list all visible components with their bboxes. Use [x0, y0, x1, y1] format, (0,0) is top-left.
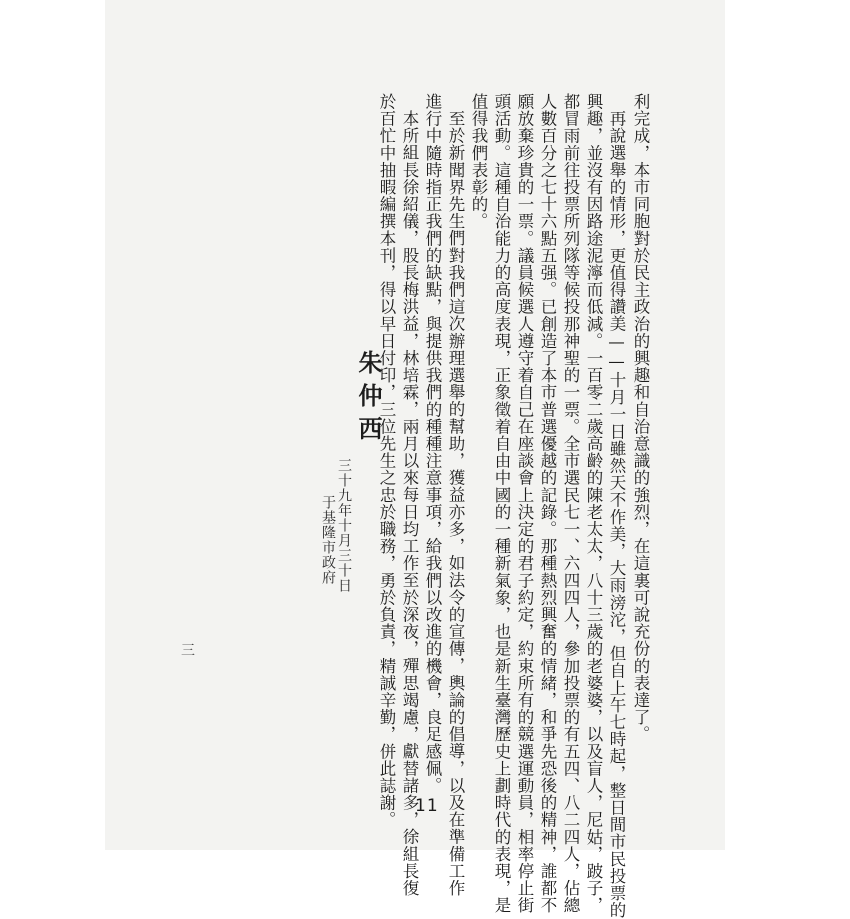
page-number: 11 [415, 796, 439, 816]
text-column-10: 進行中隨時指正我們的缺點，與提供我們的種種注意事項，給我們以改進的機會，良足感佩。 [423, 93, 442, 795]
text-column-5: 人數百分之七十六點五强。已創造了本市普選優越的記錄。那種熱烈興奮的情緒，和爭先恐後的精神，誰都不 [538, 93, 557, 914]
text-column-4: 都冒雨前往投票所列隊等候投那神聖的一票。全市選民七一、六四四人，參加投票的有五四、八二四人，佔總 [561, 93, 580, 914]
signature-name: 朱仲西 [354, 350, 383, 449]
text-column-7: 頭活動。這種自治能力的高度表現，正象徵着自由中國的一種新氣象，也是新生臺灣歷史上劃時代的表現，是 [492, 93, 511, 914]
text-column-1: 利完成，本市同胞對於民主政治的興趣和自治意識的強烈，在這裏可說充份的表達了。 [631, 93, 650, 743]
text-column-3: 興趣，並沒有因路途泥濘而低減。一百零二歲高齡的陳老太太，八十三歲的老婆婆，以及盲人，尼姑，跛子， [584, 93, 603, 914]
text-column-12: 於百忙中抽暇編撰本刊，得以早日付印，三位先生之忠於職務，勇於負責，精誠辛勤，併此誌謝。 [377, 93, 396, 829]
signature-date: 三十九年十月三十日 [336, 458, 352, 593]
scan-background-right [725, 0, 850, 850]
scan-background-left [0, 0, 105, 850]
signature-place: 于基隆市政府 [320, 495, 336, 585]
text-column-11: 本所組長徐紹儀，股長梅洪益，林培霖，兩月以來每日均工作至於深夜，殫思竭慮，獻替諸多，徐組長復 [400, 110, 419, 897]
margin-mark: 三 [181, 643, 195, 659]
text-column-8: 值得我們表彰的。 [469, 93, 488, 230]
text-column-9: 至於新聞界先生們對我們這次辦理選舉的幫助，獲益亦多，如法令的宣傳，輿論的倡導，以及在準備工作 [446, 110, 465, 897]
text-column-6: 願放棄珍貴的一票。議員候選人遵守着自己在座談會上決定的君子約定，約束所有的競選運動員，相率停止街 [515, 93, 534, 914]
text-column-2: 再說選舉的情形，更值得讚美——十月一日雖然天不作美，大雨滂沱，但自上午七時起，整日間市民投票的 [607, 110, 626, 919]
